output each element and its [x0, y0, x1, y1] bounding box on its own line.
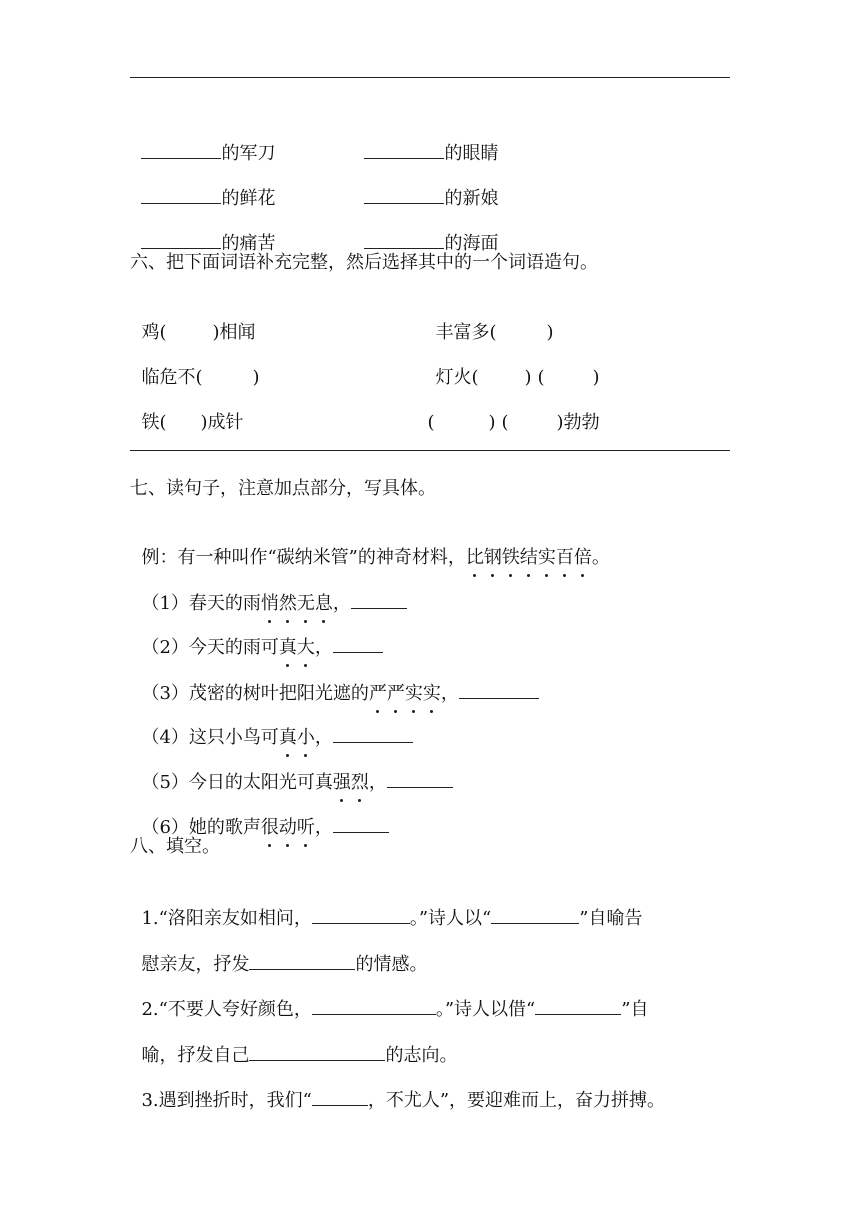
answer-blank[interactable] — [491, 905, 579, 924]
emphasis-char: 钢 — [484, 545, 502, 571]
list-item: （5）今日的太阳光可真强烈， — [130, 743, 453, 796]
emphasis-char: 真 — [279, 635, 297, 661]
answer-blank[interactable] — [459, 680, 539, 699]
idiom-item: 鸡( )相闻 — [141, 322, 256, 343]
list-item: 的军刀 — [130, 114, 275, 167]
answer-blank[interactable] — [333, 724, 413, 743]
emphasis-char: 实 — [405, 681, 423, 707]
emphasis-char: 比 — [466, 545, 484, 571]
emphasis-char: 很 — [261, 815, 279, 841]
emphasis-char: 百 — [556, 545, 574, 571]
emphasis-char: 真 — [279, 725, 297, 751]
answer-blank[interactable] — [312, 1087, 368, 1106]
emphasis-char: 铁 — [502, 545, 520, 571]
list-item: （3）茂密的树叶把阳光遮的严严实实， — [130, 654, 539, 707]
answer-blank[interactable] — [141, 230, 221, 249]
answer-blank[interactable] — [141, 185, 221, 204]
answer-blank[interactable] — [351, 590, 407, 609]
emphasis-char: 倍 — [574, 545, 592, 571]
idiom-item: ( ) ( )勃勃 — [427, 412, 600, 433]
answer-blank[interactable] — [364, 185, 444, 204]
fill-question: 喻，抒发自己 的志向。 — [130, 1016, 457, 1069]
list-item: 的鲜花 — [130, 159, 275, 212]
emphasis-char: 严 — [369, 681, 387, 707]
answer-blank[interactable] — [535, 996, 621, 1015]
emphasis-char: 小 — [297, 725, 315, 751]
emphasis-char: 动 — [279, 815, 297, 841]
emphasis-char: 严 — [387, 681, 405, 707]
section-heading: 八、填空。 — [130, 836, 220, 857]
list-item: （2）今天的雨可真大， — [130, 608, 383, 661]
emphasis-char: 听 — [297, 815, 315, 841]
answer-blank[interactable] — [141, 140, 221, 159]
answer-blank[interactable] — [333, 634, 383, 653]
fill-question: 2.“不要人夸好颜色， 。”诗人以借“ ”自 — [130, 970, 648, 1023]
fill-question: 1.“洛阳亲友如相问， 。”诗人以“ ”自喻告 — [130, 879, 642, 932]
list-item: 的海面 — [353, 204, 498, 257]
answer-blank[interactable] — [364, 140, 444, 159]
emphasis-char: 息 — [315, 591, 333, 617]
section-heading: 六、把下面词语补充完整，然后选择其中的一个词语造句。 — [130, 252, 598, 273]
emphasis-char: 实 — [538, 545, 556, 571]
answer-blank[interactable] — [387, 769, 453, 788]
emphasis-char: 烈 — [351, 770, 369, 796]
emphasis-char: 然 — [279, 591, 297, 617]
fill-question: 3.遇到挫折时，我们“ ，不尤人”，要迎难而上，奋力拼搏。 — [130, 1061, 665, 1114]
idiom-item: 铁( )成针 — [141, 412, 244, 433]
answer-blank[interactable] — [364, 230, 444, 249]
top-rule — [130, 77, 730, 78]
example-sentence: 例：有一种叫作“碳纳米管”的神奇材料，比钢铁结实百倍。 — [130, 519, 610, 571]
emphasis-char: 实 — [423, 681, 441, 707]
emphasis-char: 结 — [520, 545, 538, 571]
emphasis-char: 大 — [297, 635, 315, 661]
answer-blank[interactable] — [333, 814, 389, 833]
answer-blank[interactable] — [312, 996, 436, 1015]
dotted-phrase — [466, 547, 592, 568]
list-item: （6）她的歌声很动听， — [130, 788, 389, 841]
answer-blank[interactable] — [249, 1042, 385, 1061]
idiom-item: 丰富多( ) — [435, 322, 554, 343]
idiom-item: 灯火( ) ( ) — [435, 367, 600, 388]
list-item: （4）这只小鸟可真小， — [130, 698, 413, 751]
emphasis-char: 无 — [297, 591, 315, 617]
emphasis-char: 强 — [333, 770, 351, 796]
answer-rule[interactable] — [130, 450, 730, 451]
list-item: 的痛苦 — [130, 204, 275, 257]
section-heading: 七、读句子，注意加点部分，写具体。 — [130, 478, 436, 499]
list-item: 的眼睛 — [353, 114, 498, 167]
list-item: 的新娘 — [353, 159, 498, 212]
answer-blank[interactable] — [249, 951, 355, 970]
idiom-item: 临危不( ) — [141, 367, 260, 388]
list-item: （1）春天的雨悄然无息， — [130, 564, 407, 617]
emphasis-char: 悄 — [261, 591, 279, 617]
dotted-phrase — [261, 817, 315, 838]
answer-blank[interactable] — [312, 905, 410, 924]
fill-question: 慰亲友，抒发 的情感。 — [130, 925, 427, 978]
